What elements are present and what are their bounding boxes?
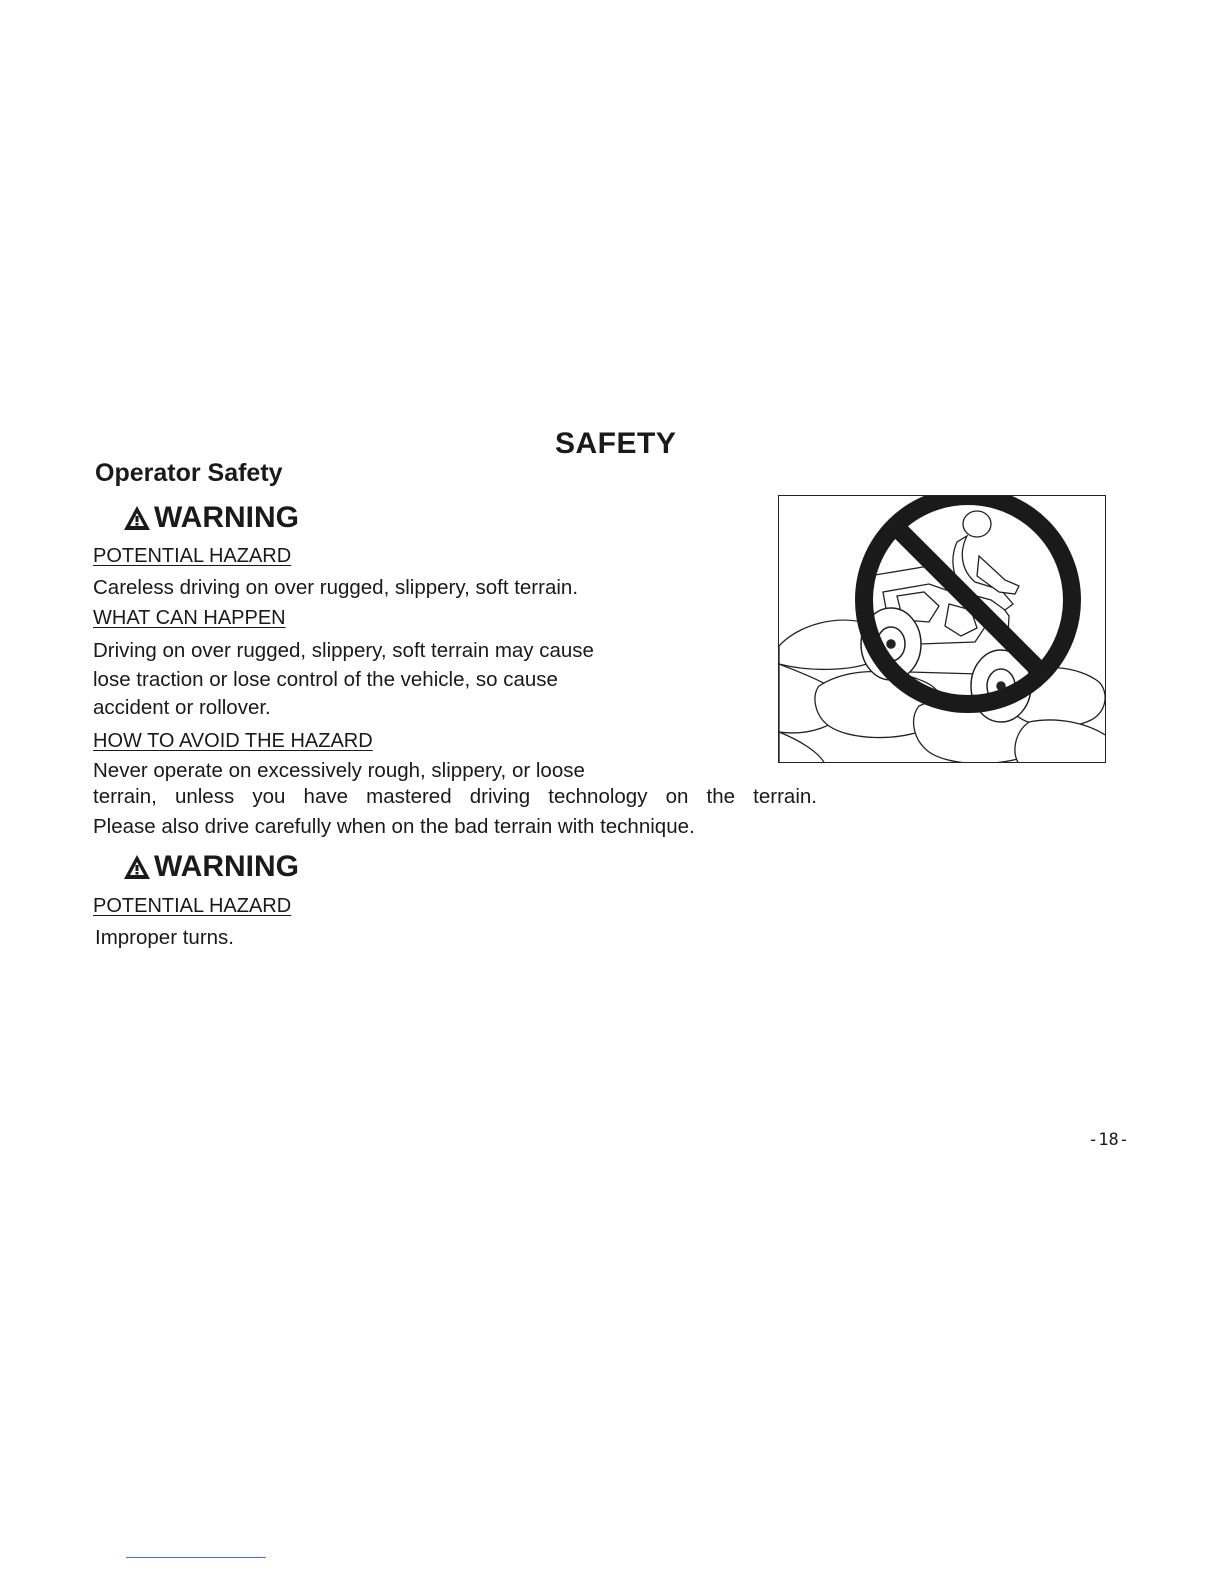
warning-heading-2 xyxy=(122,850,299,884)
what-can-happen-line: lose traction or lose control of the vehicle, so cause xyxy=(93,668,558,691)
what-can-happen-label: WHAT CAN HAPPEN xyxy=(93,607,286,629)
page-title: SAFETY xyxy=(555,427,677,460)
how-to-avoid-line: terrain, unless you have mastered driving technology on the terrain. xyxy=(93,785,817,808)
footer-rule xyxy=(126,1557,266,1558)
page-number: -18- xyxy=(1088,1130,1129,1150)
warning-label: WARNING xyxy=(154,501,299,534)
potential-hazard-text: Careless driving on over rugged, slippery, soft terrain. xyxy=(93,576,579,599)
atv-prohibited-icon xyxy=(779,496,1106,763)
section-title: Operator Safety xyxy=(95,459,283,487)
how-to-avoid-line: Never operate on excessively rough, slippery, or loose xyxy=(93,759,585,782)
warning-heading-1 xyxy=(122,501,299,535)
potential-hazard-label: POTENTIAL HAZARD xyxy=(93,895,292,917)
warning-triangle-icon xyxy=(122,504,152,532)
what-can-happen-line: Driving on over rugged, slippery, soft terrain may cause xyxy=(93,639,594,662)
potential-hazard-label: POTENTIAL HAZARD xyxy=(93,545,292,567)
how-to-avoid-label: HOW TO AVOID THE HAZARD xyxy=(93,730,373,752)
potential-hazard-text: Improper turns. xyxy=(95,926,234,949)
atv-rough-terrain-illustration xyxy=(778,495,1106,763)
warning-triangle-icon xyxy=(122,853,152,881)
how-to-avoid-line: Please also drive carefully when on the bad terrain with technique. xyxy=(93,815,695,838)
warning-label: WARNING xyxy=(154,850,299,883)
what-can-happen-line: accident or rollover. xyxy=(93,696,271,719)
